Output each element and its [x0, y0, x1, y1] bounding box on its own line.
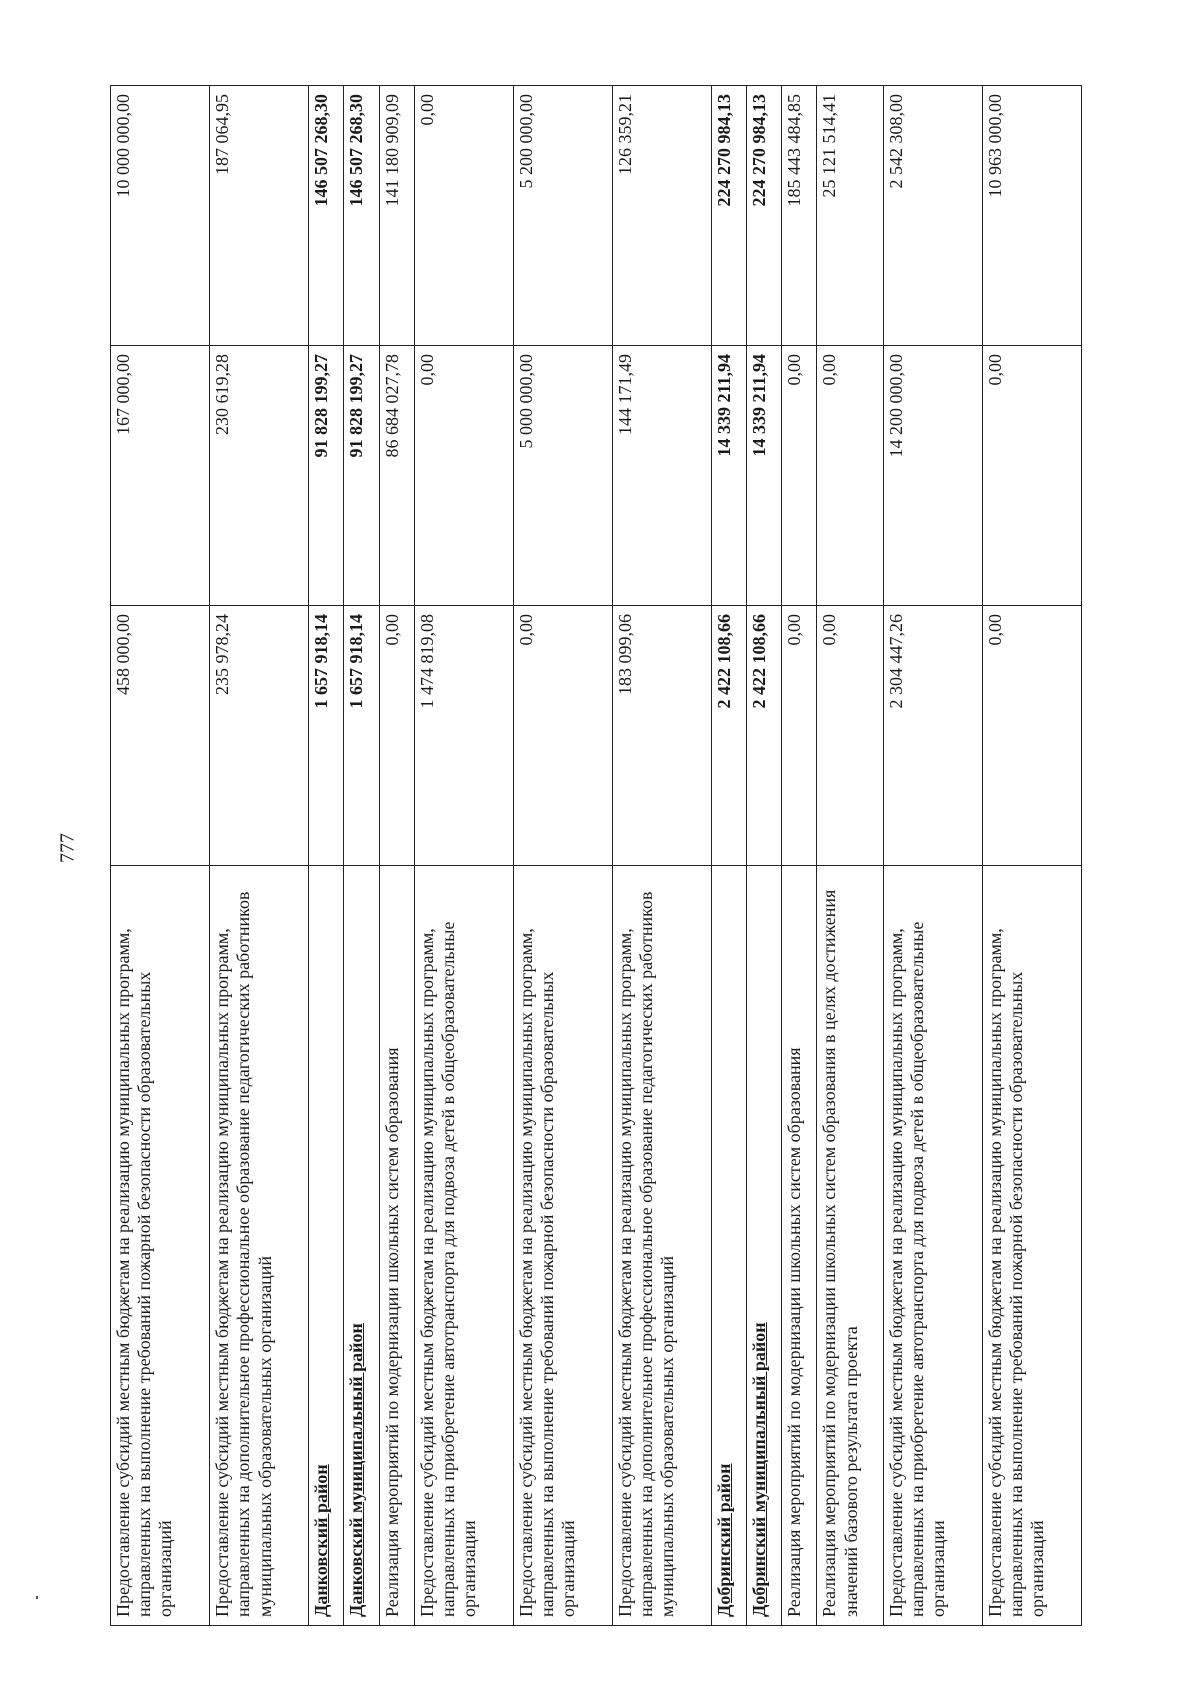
row-amount-2: 0,00 — [414, 346, 513, 606]
table-row — [883, 86, 982, 1626]
row-amount-3: 187 064,95 — [210, 86, 309, 346]
row-amount-1: 1 657 918,14 — [344, 606, 379, 866]
row-amount-2: 230 619,28 — [210, 346, 309, 606]
row-amount-3: 141 180 909,09 — [379, 86, 414, 346]
row-description: Данковский муниципальный район — [344, 866, 379, 1626]
row-amount-2: 144 171,49 — [612, 346, 711, 606]
table-row — [612, 86, 711, 1626]
table-row — [344, 86, 379, 1626]
row-amount-2: 0,00 — [782, 346, 817, 606]
row-description: Предоставление субсидий местным бюджетам на реализацию муниципальных программ, направленных на выполнение требований пожарной безопасности образовательных организаций — [513, 866, 612, 1626]
row-amount-3: 10 000 000,00 — [111, 86, 210, 346]
row-amount-3: 0,00 — [414, 86, 513, 346]
row-amount-2: 167 000,00 — [111, 346, 210, 606]
row-amount-1: 0,00 — [513, 606, 612, 866]
row-amount-1: 0,00 — [782, 606, 817, 866]
table-row — [414, 86, 513, 1626]
row-description: Предоставление субсидий местным бюджетам на реализацию муниципальных программ, направленных на приобретение автотранспорта для подвоза детей в общеобразовательные организации — [883, 866, 982, 1626]
row-amount-3: 224 270 984,13 — [747, 86, 782, 346]
budget-table — [110, 85, 1082, 1626]
row-description: Реализация мероприятий по модернизации школьных систем образования — [782, 866, 817, 1626]
row-amount-2: 14 339 211,94 — [712, 346, 747, 606]
row-amount-1: 1 657 918,14 — [309, 606, 344, 866]
row-amount-2: 0,00 — [982, 346, 1081, 606]
table-row — [782, 86, 817, 1626]
row-amount-3: 185 443 484,85 — [782, 86, 817, 346]
row-amount-1: 1 474 819,08 — [414, 606, 513, 866]
row-description: Добринский район — [712, 866, 747, 1626]
row-description: Добринский муниципальный район — [747, 866, 782, 1626]
row-amount-3: 146 507 268,30 — [309, 86, 344, 346]
row-description: Реализация мероприятий по модернизации школьных систем образования в целях достижения значений базового результата проекта — [817, 866, 883, 1626]
row-amount-2: 0,00 — [817, 346, 883, 606]
row-description: Предоставление субсидий местным бюджетам на реализацию муниципальных программ, направленных на приобретение автотранспорта для подвоза детей в общеобразовательные организации — [414, 866, 513, 1626]
row-amount-1: 458 000,00 — [111, 606, 210, 866]
table-row — [747, 86, 782, 1626]
row-description: Предоставление субсидий местным бюджетам на реализацию муниципальных программ, направленных на дополнительное профессиональное образование педагогических работников муниципальных образовательных организаций — [612, 866, 711, 1626]
row-amount-2: 91 828 199,27 — [344, 346, 379, 606]
table-row — [513, 86, 612, 1626]
table-row — [712, 86, 747, 1626]
table-container — [110, 86, 1200, 1617]
row-amount-2: 86 684 027,78 — [379, 346, 414, 606]
table-row — [111, 86, 210, 1626]
row-amount-1: 2 422 108,66 — [712, 606, 747, 866]
row-description: Предоставление субсидий местным бюджетам на реализацию муниципальных программ, направленных на выполнение требований пожарной безопасности образовательных организаций — [111, 866, 210, 1626]
row-description: Данковский район — [309, 866, 344, 1626]
row-amount-3: 126 359,21 — [612, 86, 711, 346]
row-amount-1: 2 304 447,26 — [883, 606, 982, 866]
row-amount-3: 10 963 000,00 — [982, 86, 1081, 346]
table-row — [309, 86, 344, 1626]
row-description: Предоставление субсидий местным бюджетам на реализацию муниципальных программ, направленных на выполнение требований пожарной безопасности образовательных организаций — [982, 866, 1081, 1626]
row-amount-1: 0,00 — [379, 606, 414, 866]
row-amount-1: 235 978,24 — [210, 606, 309, 866]
row-amount-2: 14 200 000,00 — [883, 346, 982, 606]
table-body — [111, 86, 1082, 1626]
row-amount-2: 5 000 000,00 — [513, 346, 612, 606]
row-amount-1: 0,00 — [817, 606, 883, 866]
row-amount-1: 0,00 — [982, 606, 1081, 866]
row-description: Предоставление субсидий местным бюджетам на реализацию муниципальных программ, направленных на дополнительное профессиональное образование педагогических работников муниципальных образовательных организаций — [210, 866, 309, 1626]
row-amount-2: 14 339 211,94 — [747, 346, 782, 606]
table-row — [379, 86, 414, 1626]
row-description: Реализация мероприятий по модернизации школьных систем образования — [379, 866, 414, 1626]
row-amount-2: 91 828 199,27 — [309, 346, 344, 606]
page-number: 777 — [56, 833, 79, 863]
row-amount-3: 146 507 268,30 — [344, 86, 379, 346]
row-amount-3: 25 121 514,41 — [817, 86, 883, 346]
table-row — [817, 86, 883, 1626]
row-amount-1: 2 422 108,66 — [747, 606, 782, 866]
table-row — [982, 86, 1081, 1626]
row-amount-1: 183 099,06 — [612, 606, 711, 866]
scan-artifact — [36, 1596, 38, 1599]
table-row — [210, 86, 309, 1626]
row-amount-3: 224 270 984,13 — [712, 86, 747, 346]
row-amount-3: 5 200 000,00 — [513, 86, 612, 346]
row-amount-3: 2 542 308,00 — [883, 86, 982, 346]
